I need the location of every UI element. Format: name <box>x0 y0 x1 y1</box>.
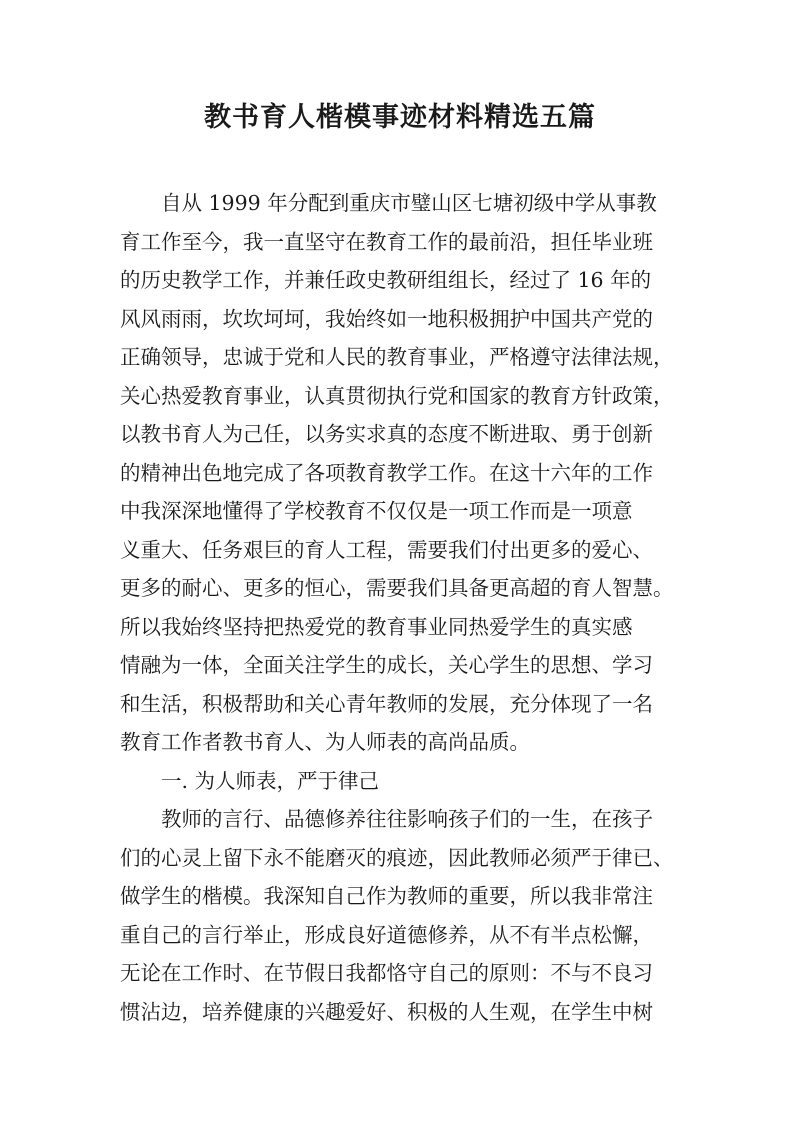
paragraph-line: 教师的言行、品德修养往往影响孩子们的一生，在孩子 <box>161 807 653 831</box>
paragraph-line: 自从 1999 年分配到重庆市璧山区七塘初级中学从事教 <box>161 191 657 215</box>
section-heading: 一. 为人师表，严于律己 <box>161 768 380 793</box>
document-title: 教书育人楷模事迹材料精选五篇 <box>204 102 596 133</box>
paragraph-line: 以教书育人为己任，以务实求真的态度不断进取、勇于创新 <box>120 422 653 446</box>
document-body <box>120 184 690 1031</box>
paragraph-line: 风风雨雨，坎坎坷坷，我始终如一地积极拥护中国共产党的 <box>120 306 653 331</box>
paragraph-line: 更多的耐心、更多的恒心，需要我们具备更高超的育人智慧。 <box>120 576 674 600</box>
paragraph-line: 育工作至今，我一直坚守在教育工作的最前沿，担任毕业班 <box>120 229 653 254</box>
paragraph-line: 和生活，积极帮助和关心青年教师的发展，充分体现了一名 <box>120 691 653 716</box>
paragraph-line: 正确领导，忠诚于党和人民的教育事业，严格遵守法律法规， <box>120 345 674 369</box>
paragraph-line: 的历史教学工作，并兼任政史教研组组长，经过了 16 年的 <box>120 268 652 292</box>
paragraph-line: 义重大、任务艰巨的育人工程，需要我们付出更多的爱心、 <box>120 537 653 562</box>
paragraph-line: 所以我始终坚持把热爱党的教育事业同热爱学生的真实感 <box>120 614 633 639</box>
paragraph-line: 们的心灵上留下永不能磨灭的痕迹，因此教师必须严于律已、 <box>120 845 674 870</box>
paragraph-line: 做学生的楷模。我深知自己作为教师的重要，所以我非常注 <box>120 884 653 908</box>
paragraph-line: 无论在工作时、在节假日我都恪守自己的原则：不与不良习 <box>120 961 653 985</box>
paragraph-line: 重自己的言行举止，形成良好道德修养，从不有半点松懈， <box>120 922 653 947</box>
paragraph-line: 惯沾边，培养健康的兴趣爱好、积极的人生观，在学生中树 <box>120 999 653 1024</box>
paragraph-line: 情融为一体，全面关注学生的成长，关心学生的思想、学习 <box>120 653 653 677</box>
paragraph-line: 教育工作者教书育人、为人师表的高尚品质。 <box>120 730 530 754</box>
paragraph-line: 的精神出色地完成了各项教育教学工作。在这十六年的工作 <box>120 460 653 485</box>
paragraph-line: 关心热爱教育事业，认真贯彻执行党和国家的教育方针政策， <box>120 383 674 408</box>
paragraph-line: 中我深深地懂得了学校教育不仅仅是一项工作而是一项意 <box>120 499 633 523</box>
